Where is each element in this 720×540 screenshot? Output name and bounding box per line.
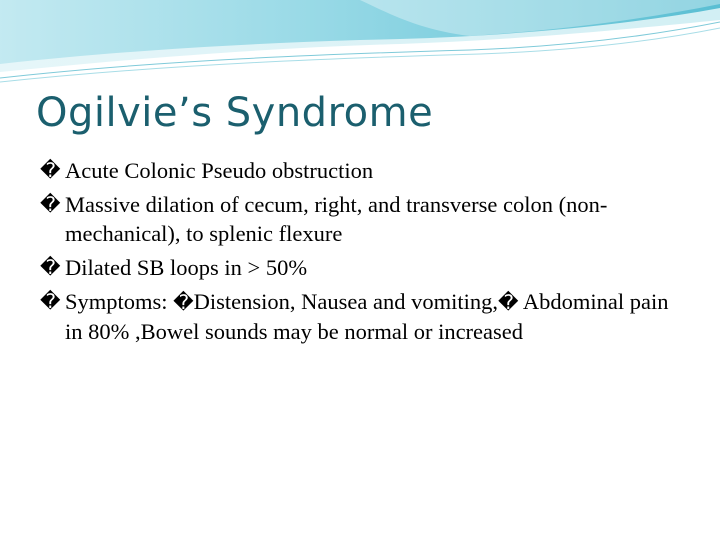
- bullet-glyph-inline-icon: �: [173, 290, 194, 314]
- bullet-list: [40, 156, 690, 351]
- bullet-glyph-icon: �: [40, 289, 61, 313]
- bullet-text-part-a: Symptoms:: [65, 289, 174, 314]
- bullet-text: Acute Colonic Pseudo obstruction: [65, 158, 374, 183]
- bullet-item: [40, 287, 690, 346]
- bullet-text-part-c: Abdominal pain in 80% ,Bowel sounds may be normal or increased: [65, 289, 669, 344]
- slide-title: Ogilvie’s Syndrome: [36, 90, 434, 136]
- bullet-item: [40, 190, 690, 248]
- bullet-text-part-b: Distension, Nausea and vomiting,: [193, 289, 499, 314]
- bullet-text: Massive dilation of cecum, right, and transverse colon (non-mechanical), to splenic flexure: [65, 192, 608, 246]
- bullet-item: [40, 253, 690, 282]
- bullet-glyph-icon: �: [40, 158, 61, 182]
- bullet-glyph-icon: �: [40, 255, 61, 279]
- header-wave-decoration: [0, 0, 720, 90]
- bullet-text: Dilated SB loops in > 50%: [65, 255, 308, 280]
- bullet-glyph-inline-icon: �: [498, 290, 519, 314]
- bullet-item: [40, 156, 690, 185]
- bullet-glyph-icon: �: [40, 192, 61, 216]
